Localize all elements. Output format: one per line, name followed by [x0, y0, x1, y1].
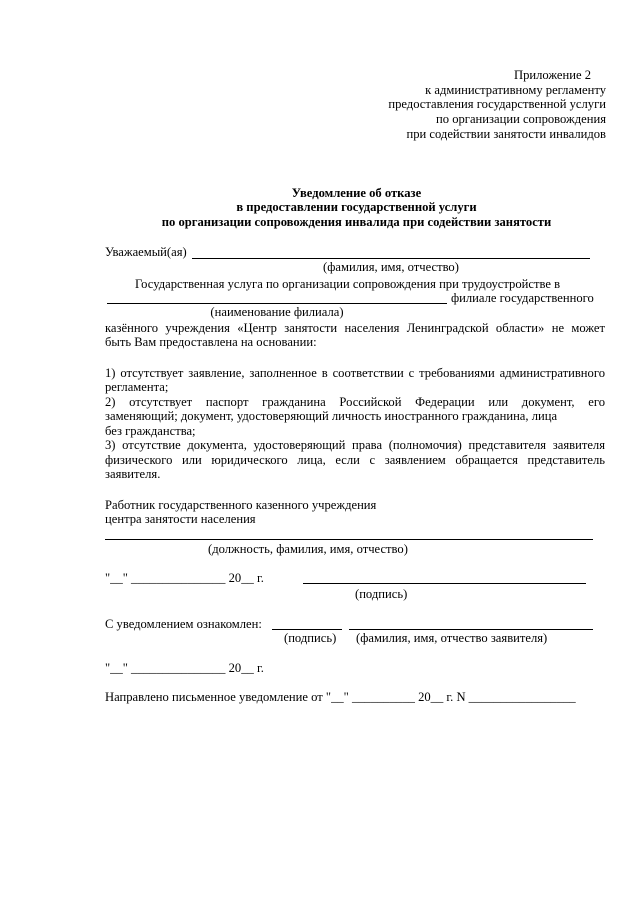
worker-date: "__" _______________ 20__ г. — [105, 571, 264, 585]
appendix-line-4: при содействии занятости инвалидов — [406, 127, 606, 141]
ack-label: С уведомлением ознакомлен: — [105, 617, 262, 631]
institution-line-2: быть Вам предоставлена на основании: — [105, 335, 317, 349]
branch-underline — [107, 303, 447, 304]
fio-caption: (фамилия, имя, отчество) — [323, 260, 459, 274]
worker-sign-caption: (подпись) — [355, 587, 408, 601]
worker-sign-underline — [303, 583, 586, 584]
reason-2-line-1: 2) отсутствует паспорт гражданина Российской Федерации или документ, его — [105, 395, 605, 409]
reason-1-line-2: регламента; — [105, 380, 169, 394]
sent-notice: Направлено письменное уведомление от "__" __________ 20__ г. N _________________ — [105, 690, 576, 704]
fio-underline — [192, 258, 590, 259]
reason-1-line-1: 1) отсутствует заявление, заполненное в соответствии с требованиями административного — [105, 366, 605, 380]
reason-3-line-2: физического или юридического лица, если с заявлением обращается представитель — [105, 453, 605, 467]
heading-line-1: Уведомление об отказе — [291, 186, 422, 200]
position-underline — [105, 539, 593, 540]
worker-line-2: центра занятости населения — [105, 512, 256, 526]
reason-3-line-3: заявителя. — [105, 467, 161, 481]
branch-caption: (наименование филиала) — [210, 305, 344, 319]
branch-suffix: филиале государственного — [451, 291, 594, 305]
ack-sign-caption: (подпись) — [284, 631, 337, 645]
appendix-line-2: предоставления государственной услуги — [388, 97, 606, 111]
appendix-line-1: к административному регламенту — [425, 83, 606, 97]
institution-line-1: казённого учреждения «Центр занятости населения Ленинградской области» не может — [105, 321, 605, 335]
position-caption: (должность, фамилия, имя, отчество) — [208, 542, 408, 556]
ack-fio-underline — [349, 629, 593, 630]
appendix-title: Приложение 2 — [514, 68, 592, 82]
heading-line-3: по организации сопровождения инвалида при содействии занятости — [161, 215, 552, 229]
service-line: Государственная услуга по организации сопровождения при трудоустройстве в — [135, 277, 561, 291]
worker-line-1: Работник государственного казенного учреждения — [105, 498, 377, 512]
ack-fio-caption: (фамилия, имя, отчество заявителя) — [356, 631, 548, 645]
appendix-line-3: по организации сопровождения — [436, 112, 606, 126]
ack-sign-underline — [272, 629, 342, 630]
reason-3-line-1: 3) отсутствие документа, удостоверяющий права (полномочия) представителя заявителя — [105, 438, 605, 452]
reason-2-line-3: без гражданства; — [105, 424, 196, 438]
reason-2-line-2: заменяющий; документ, удостоверяющий личность иностранного гражданина, лица — [105, 409, 558, 423]
heading-line-2: в предоставлении государственной услуги — [236, 200, 477, 214]
ack-date: "__" _______________ 20__ г. — [105, 661, 264, 675]
salutation-label: Уважаемый(ая) — [105, 245, 187, 259]
